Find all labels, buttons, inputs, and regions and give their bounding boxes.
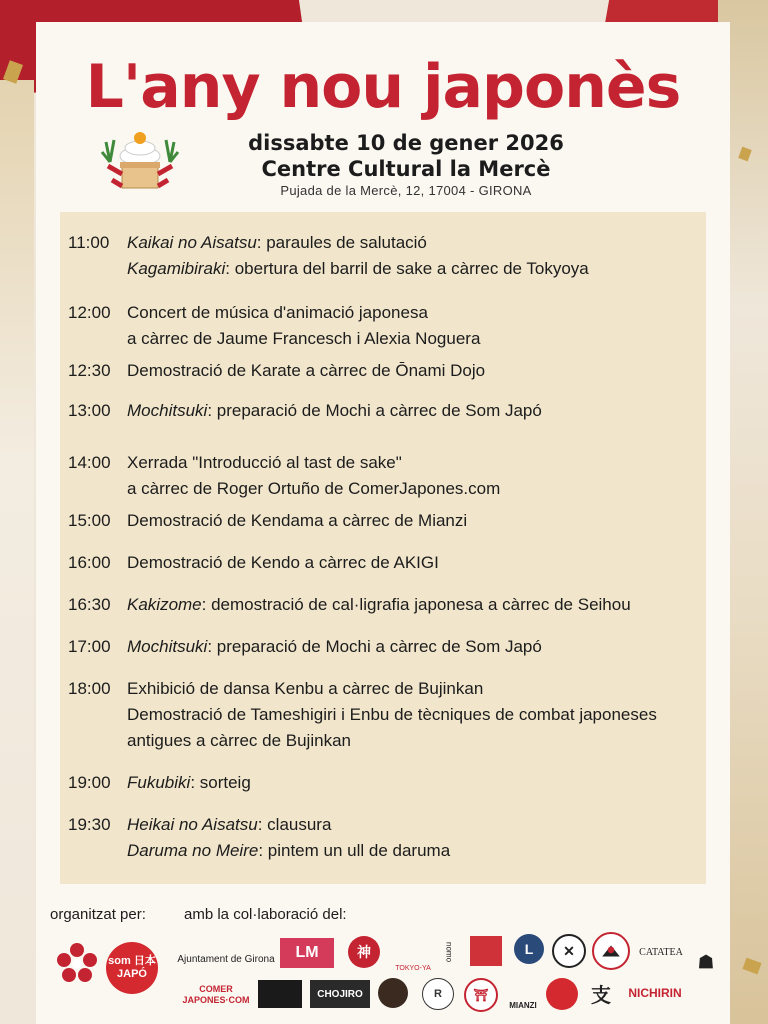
schedule-line bbox=[127, 476, 697, 502]
kendo-logo: ✕ bbox=[552, 934, 586, 968]
activity-name: Kakizome bbox=[127, 595, 202, 614]
collaboration-label: amb la col·laboració del: bbox=[184, 906, 347, 923]
schedule-description bbox=[127, 230, 697, 282]
activity-name: Kagamibiraki bbox=[127, 259, 226, 278]
calligraphy-logo: 支 bbox=[591, 984, 611, 1007]
rr-logo: R bbox=[422, 978, 454, 1010]
schedule-line bbox=[127, 508, 697, 534]
activity-name: Mochitsuki bbox=[127, 637, 208, 656]
activity-name: Kaikai no Aisatsu bbox=[127, 233, 257, 252]
schedule-time: 16:00 bbox=[68, 553, 111, 572]
lm-logo: LM bbox=[280, 938, 334, 968]
schedule-time: 18:00 bbox=[68, 679, 111, 698]
event-address: Pujada de la Mercè, 12, 17004 - GIRONA bbox=[280, 183, 532, 198]
schedule-time: 12:00 bbox=[68, 303, 111, 322]
schedule-description bbox=[127, 812, 697, 864]
chojiro-logo: CHOJIRO bbox=[310, 980, 370, 1008]
schedule-time: 19:30 bbox=[68, 815, 111, 834]
event-venue: Centre Cultural la Mercè bbox=[261, 157, 551, 181]
activity-text: : preparació de Mochi a càrrec de Som Japó bbox=[207, 637, 542, 656]
nichirin-logo: NICHIRIN bbox=[628, 986, 682, 1000]
l-logo: L bbox=[514, 934, 544, 964]
seihou-logo bbox=[378, 978, 408, 1008]
event-date: dissabte 10 de gener 2026 bbox=[248, 131, 564, 155]
schedule-line bbox=[127, 634, 697, 660]
schedule-time: 13:00 bbox=[68, 401, 111, 420]
activity-text: Demostració de Tameshigiri i Enbu de tècniques de combat japoneses bbox=[127, 705, 657, 724]
schedule-description bbox=[127, 634, 697, 660]
schedule-line bbox=[127, 450, 697, 476]
activity-name: Heikai no Aisatsu bbox=[127, 815, 258, 834]
activity-name: Fukubiki bbox=[127, 773, 191, 792]
schedule-description bbox=[127, 358, 697, 384]
schedule-time: 16:30 bbox=[68, 595, 111, 614]
schedule-description bbox=[127, 508, 697, 534]
activity-text: antigues a càrrec de Bujinkan bbox=[127, 731, 351, 750]
organized-label: organitzat per: bbox=[50, 906, 146, 923]
page-title: L'any nou japonès bbox=[85, 52, 681, 122]
torii-logo: ⛩ bbox=[464, 978, 498, 1012]
activity-text: : paraules de salutació bbox=[256, 233, 427, 252]
schedule-line bbox=[127, 398, 697, 424]
schedule-time: 12:30 bbox=[68, 361, 111, 380]
kagami-mochi-icon bbox=[100, 122, 180, 202]
schedule-description bbox=[127, 550, 697, 576]
event-header bbox=[186, 130, 626, 200]
activity-text: Xerrada "Introducció al tast de sake" bbox=[127, 453, 402, 472]
schedule-time: 17:00 bbox=[68, 637, 111, 656]
red-badge-logo bbox=[470, 936, 502, 966]
mianzi-logo: MIANZI bbox=[509, 1001, 537, 1010]
activity-text: : clausura bbox=[257, 815, 332, 834]
background-gold-texture-left bbox=[0, 80, 34, 1020]
schedule-time: 15:00 bbox=[68, 511, 111, 530]
schedule-line bbox=[127, 702, 697, 728]
activity-name: Daruma no Meire bbox=[127, 841, 259, 860]
mountain-logo bbox=[592, 932, 630, 970]
schedule-description bbox=[127, 300, 697, 352]
schedule-description bbox=[127, 450, 697, 502]
schedule-line bbox=[127, 230, 697, 256]
som-japo-logo: som 日本 JAPÓ bbox=[106, 942, 158, 994]
schedule-time: 11:00 bbox=[68, 233, 110, 252]
organizer-association-logo bbox=[54, 940, 100, 986]
schedule-line bbox=[127, 326, 697, 352]
activity-text: Demostració de Kendo a càrrec de AKIGI bbox=[127, 553, 439, 572]
activity-text: : sorteig bbox=[190, 773, 251, 792]
nomo-logo: nomo bbox=[444, 941, 454, 962]
activity-text: Concert de música d'animació japonesa bbox=[127, 303, 428, 322]
schedule-description bbox=[127, 592, 697, 618]
schedule-time: 14:00 bbox=[68, 453, 111, 472]
dark-logo bbox=[258, 980, 302, 1008]
akigi-logo: ☗ bbox=[697, 951, 715, 972]
schedule-description bbox=[127, 676, 697, 754]
schedule-line bbox=[127, 812, 697, 838]
comerjapones-logo: COMER JAPONES·COM bbox=[182, 984, 250, 1005]
schedule-description bbox=[127, 770, 697, 796]
activity-text: : preparació de Mochi a càrrec de Som Japó bbox=[207, 401, 542, 420]
schedule-line bbox=[127, 358, 697, 384]
schedule-line bbox=[127, 838, 697, 864]
ajuntament-girona-logo: Ajuntament de Girona bbox=[177, 953, 275, 965]
seal-logo: 神 bbox=[348, 936, 380, 968]
schedule-line bbox=[127, 592, 697, 618]
schedule-time: 19:00 bbox=[68, 773, 111, 792]
poster-card bbox=[36, 22, 730, 1024]
activity-text: Demostració de Kendama a càrrec de Mianzi bbox=[127, 511, 468, 530]
red-circle-logo bbox=[546, 978, 578, 1010]
schedule-line bbox=[127, 300, 697, 326]
activity-text: a càrrec de Roger Ortuño de ComerJapones.com bbox=[127, 479, 501, 498]
activity-text: Exhibició de dansa Kenbu a càrrec de Bujinkan bbox=[127, 679, 484, 698]
catatea-logo: CATATEA bbox=[639, 946, 683, 958]
schedule-line bbox=[127, 728, 697, 754]
schedule-description bbox=[127, 398, 697, 424]
activity-text: a càrrec de Jaume Francesch i Alexia Noguera bbox=[127, 329, 481, 348]
schedule-line bbox=[127, 770, 697, 796]
tokyoya-logo: TOKYO-YA bbox=[395, 965, 431, 972]
schedule-line bbox=[127, 550, 697, 576]
activity-name: Mochitsuki bbox=[127, 401, 208, 420]
activity-text: : demostració de cal·ligrafia japonesa a càrrec de Seihou bbox=[201, 595, 631, 614]
schedule-panel bbox=[60, 212, 706, 884]
activity-text: : pintem un ull de daruma bbox=[258, 841, 451, 860]
activity-text: Demostració de Karate a càrrec de Ōnami Dojo bbox=[127, 361, 486, 380]
schedule-line bbox=[127, 676, 697, 702]
activity-text: : obertura del barril de sake a càrrec de Tokyoya bbox=[225, 259, 589, 278]
schedule-line bbox=[127, 256, 697, 282]
